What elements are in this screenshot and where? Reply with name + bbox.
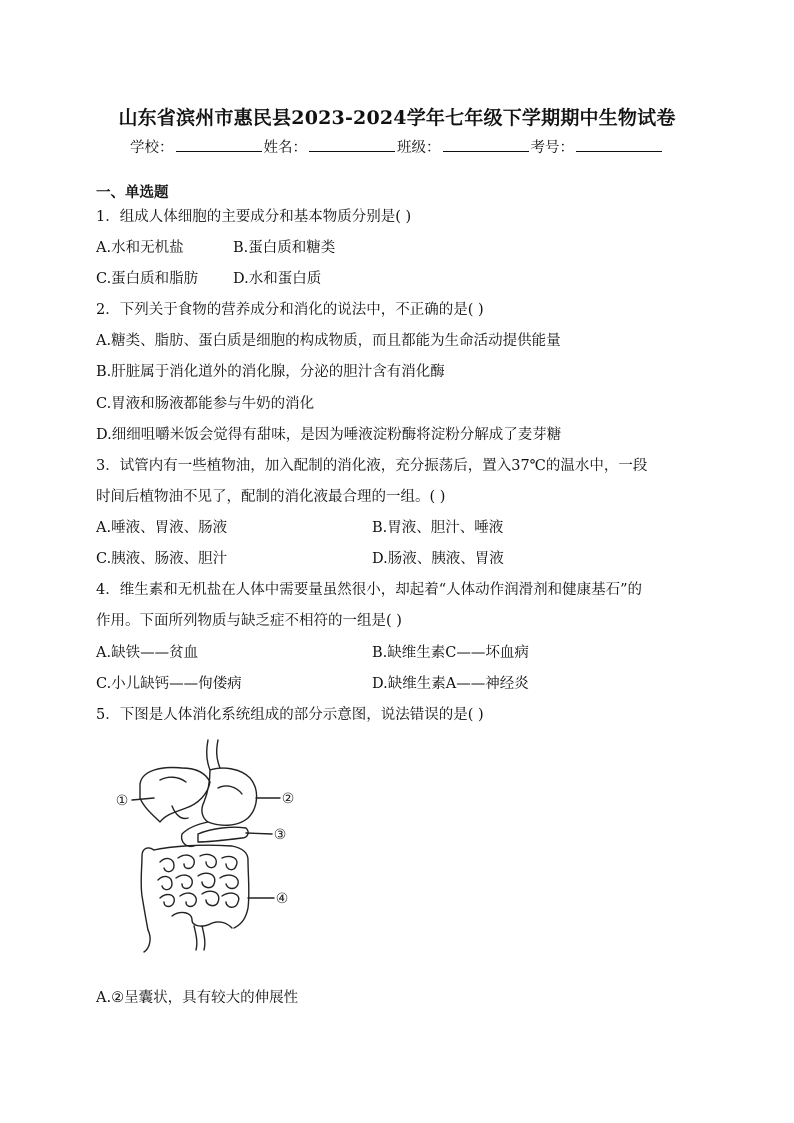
q5-option-a: A.②呈囊状，具有较大的伸展性 <box>96 990 299 1006</box>
q3-stem-line2: 时间后植物油不见了，配制的消化液最合理的一组。( ) <box>96 489 446 505</box>
class-label: 班级： <box>397 140 441 156</box>
label-4: ④ <box>275 891 289 907</box>
school-blank[interactable] <box>176 137 262 152</box>
q4-option-b: B.缺维生素C——坏血病 <box>372 645 529 661</box>
q3-stem-line1: 3．试管内有一些植物油，加入配制的消化液，充分振荡后，置入37℃的温水中，一段 <box>96 458 648 474</box>
q2-option-b: B.肝脏属于消化道外的消化腺，分泌的胆汁含有消化酶 <box>96 364 445 380</box>
section-heading: 一、单选题 <box>96 184 169 201</box>
school-label: 学校： <box>130 140 174 156</box>
q3-option-d: D.肠液、胰液、胃液 <box>372 551 504 567</box>
q2-stem: 2．下列关于食物的营养成分和消化的说法中，不正确的是( ) <box>96 302 484 318</box>
q2-option-a: A.糖类、脂肪、蛋白质是细胞的构成物质，而且都能为生命活动提供能量 <box>96 333 561 349</box>
q2-option-c: C.胃液和肠液都能参与牛奶的消化 <box>96 396 315 412</box>
q3-option-b: B.胃液、胆汁、唾液 <box>372 520 504 536</box>
name-blank[interactable] <box>309 137 395 152</box>
label-1: ① <box>115 793 129 809</box>
q3-option-a: A.唾液、胃液、肠液 <box>96 520 228 536</box>
label-3: ③ <box>273 827 287 843</box>
q4-option-a: A.缺铁——贫血 <box>96 645 199 661</box>
q1-option-a: A.水和无机盐 <box>96 240 184 256</box>
q2-option-d: D.细细咀嚼米饭会觉得有甜味，是因为唾液淀粉酶将淀粉分解成了麦芽糖 <box>96 427 562 443</box>
label-2: ② <box>281 791 295 807</box>
student-info-row <box>0 136 794 157</box>
name-label: 姓名： <box>263 140 307 156</box>
number-blank[interactable] <box>576 137 662 152</box>
q1-option-d: D.水和蛋白质 <box>233 271 322 287</box>
exam-title: 山东省滨州市惠民县2023-2024学年七年级下学期期中生物试卷 <box>118 107 676 129</box>
q4-option-d: D.缺维生素A——神经炎 <box>372 676 529 692</box>
q3-option-c: C.胰液、肠液、胆汁 <box>96 551 228 567</box>
digestive-system-diagram <box>102 738 302 960</box>
class-blank[interactable] <box>443 137 529 152</box>
q1-option-b: B.蛋白质和糖类 <box>233 240 336 256</box>
number-label: 考号： <box>530 140 574 156</box>
q1-option-c: C.蛋白质和脂肪 <box>96 271 199 287</box>
q5-stem: 5．下图是人体消化系统组成的部分示意图，说法错误的是( ) <box>96 707 484 723</box>
q4-stem-line2: 作用。下面所列物质与缺乏症不相符的一组是( ) <box>96 613 402 629</box>
q4-option-c: C.小儿缺钙——佝偻病 <box>96 676 242 692</box>
q4-stem-line1: 4．维生素和无机盐在人体中需要量虽然很小，却起着“人体动作润滑剂和健康基石”的 <box>96 582 643 598</box>
q1-stem: 1．组成人体细胞的主要成分和基本物质分别是( ) <box>96 209 412 225</box>
